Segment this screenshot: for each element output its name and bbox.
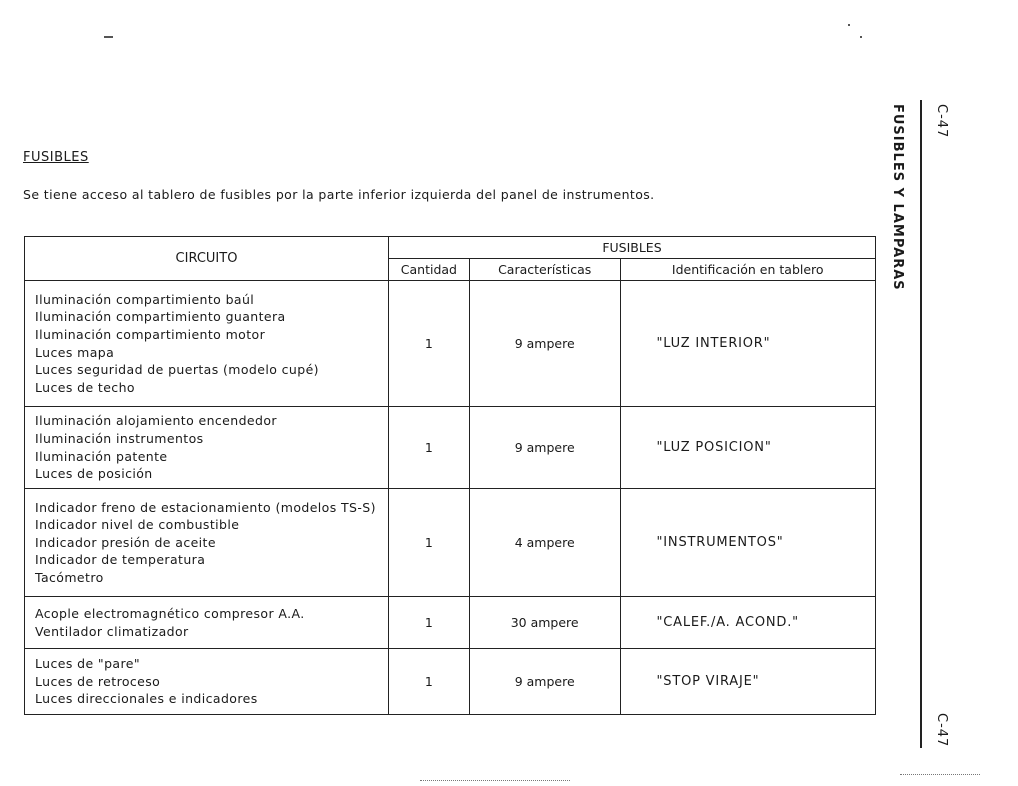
fuse-rating: 30 ampere <box>469 597 620 649</box>
circuit-item: Indicador de temperatura <box>35 552 206 568</box>
fuse-identification: "LUZ INTERIOR" <box>620 281 876 407</box>
circuit-list <box>25 597 389 649</box>
circuit-header: CIRCUITO <box>25 237 389 281</box>
circuit-item: Iluminación patente <box>35 448 168 464</box>
circuit-item: Luces seguridad de puertas (modelo cupé) <box>35 362 319 378</box>
circuit-item: Luces direccionales e indicadores <box>35 691 258 707</box>
scan-speck <box>860 36 862 38</box>
fuses-header: FUSIBLES <box>388 237 875 259</box>
table-row <box>25 489 876 597</box>
fuse-quantity: 1 <box>388 407 469 489</box>
scan-dots <box>900 774 980 775</box>
circuit-item: Iluminación compartimiento baúl <box>35 291 255 307</box>
table-row <box>25 407 876 489</box>
circuit-list <box>25 407 389 489</box>
fuse-identification: "STOP VIRAJE" <box>620 649 876 715</box>
circuit-item: Indicador presión de aceite <box>35 534 216 550</box>
circuit-item: Ventilador climatizador <box>35 623 189 639</box>
circuit-item: Luces mapa <box>35 344 115 360</box>
fuse-quantity: 1 <box>388 489 469 597</box>
fuse-rating: 4 ampere <box>469 489 620 597</box>
circuit-item: Indicador freno de estacionamiento (modelos TS-S) <box>35 499 376 515</box>
side-section-title: FUSIBLES Y LAMPARAS <box>890 104 905 291</box>
fuse-identification: "INSTRUMENTOS" <box>620 489 876 597</box>
section-heading: FUSIBLES <box>23 150 89 165</box>
scan-speck <box>848 24 850 26</box>
circuit-item: Luces de retroceso <box>35 673 161 689</box>
characteristics-header: Características <box>469 259 620 281</box>
fuse-quantity: 1 <box>388 649 469 715</box>
table-row <box>25 597 876 649</box>
page-code-top: C-47 <box>934 104 949 139</box>
circuit-item: Tacómetro <box>35 569 104 585</box>
fuse-identification: "CALEF./A. ACOND." <box>620 597 876 649</box>
fuse-rating: 9 ampere <box>469 407 620 489</box>
circuit-item: Acople electromagnético compresor A.A. <box>35 605 305 621</box>
fuse-table <box>24 236 876 715</box>
fuse-quantity: 1 <box>388 281 469 407</box>
circuit-item: Iluminación compartimiento motor <box>35 326 266 342</box>
circuit-item: Luces de techo <box>35 379 135 395</box>
circuit-list <box>25 489 389 597</box>
circuit-list <box>25 649 389 715</box>
fuse-quantity: 1 <box>388 597 469 649</box>
intro-paragraph: Se tiene acceso al tablero de fusibles por la parte inferior izquierda del panel de instrumentos. <box>23 187 655 202</box>
circuit-list <box>25 281 389 407</box>
circuit-item: Indicador nivel de combustible <box>35 517 240 533</box>
circuit-item: Iluminación instrumentos <box>35 430 204 446</box>
side-rule <box>920 100 922 748</box>
fuse-rating: 9 ampere <box>469 649 620 715</box>
identification-header: Identificación en tablero <box>620 259 876 281</box>
circuit-item: Iluminación compartimiento guantera <box>35 309 286 325</box>
fuse-identification: "LUZ POSICION" <box>620 407 876 489</box>
table-row <box>25 281 876 407</box>
scan-dots <box>420 780 570 781</box>
scan-speck <box>104 36 113 38</box>
circuit-item: Luces de posición <box>35 466 153 482</box>
quantity-header: Cantidad <box>388 259 469 281</box>
circuit-item: Iluminación alojamiento encendedor <box>35 413 277 429</box>
page-code-bottom: C-47 <box>934 713 949 748</box>
circuit-item: Luces de "pare" <box>35 656 140 672</box>
table-row <box>25 649 876 715</box>
fuse-rating: 9 ampere <box>469 281 620 407</box>
